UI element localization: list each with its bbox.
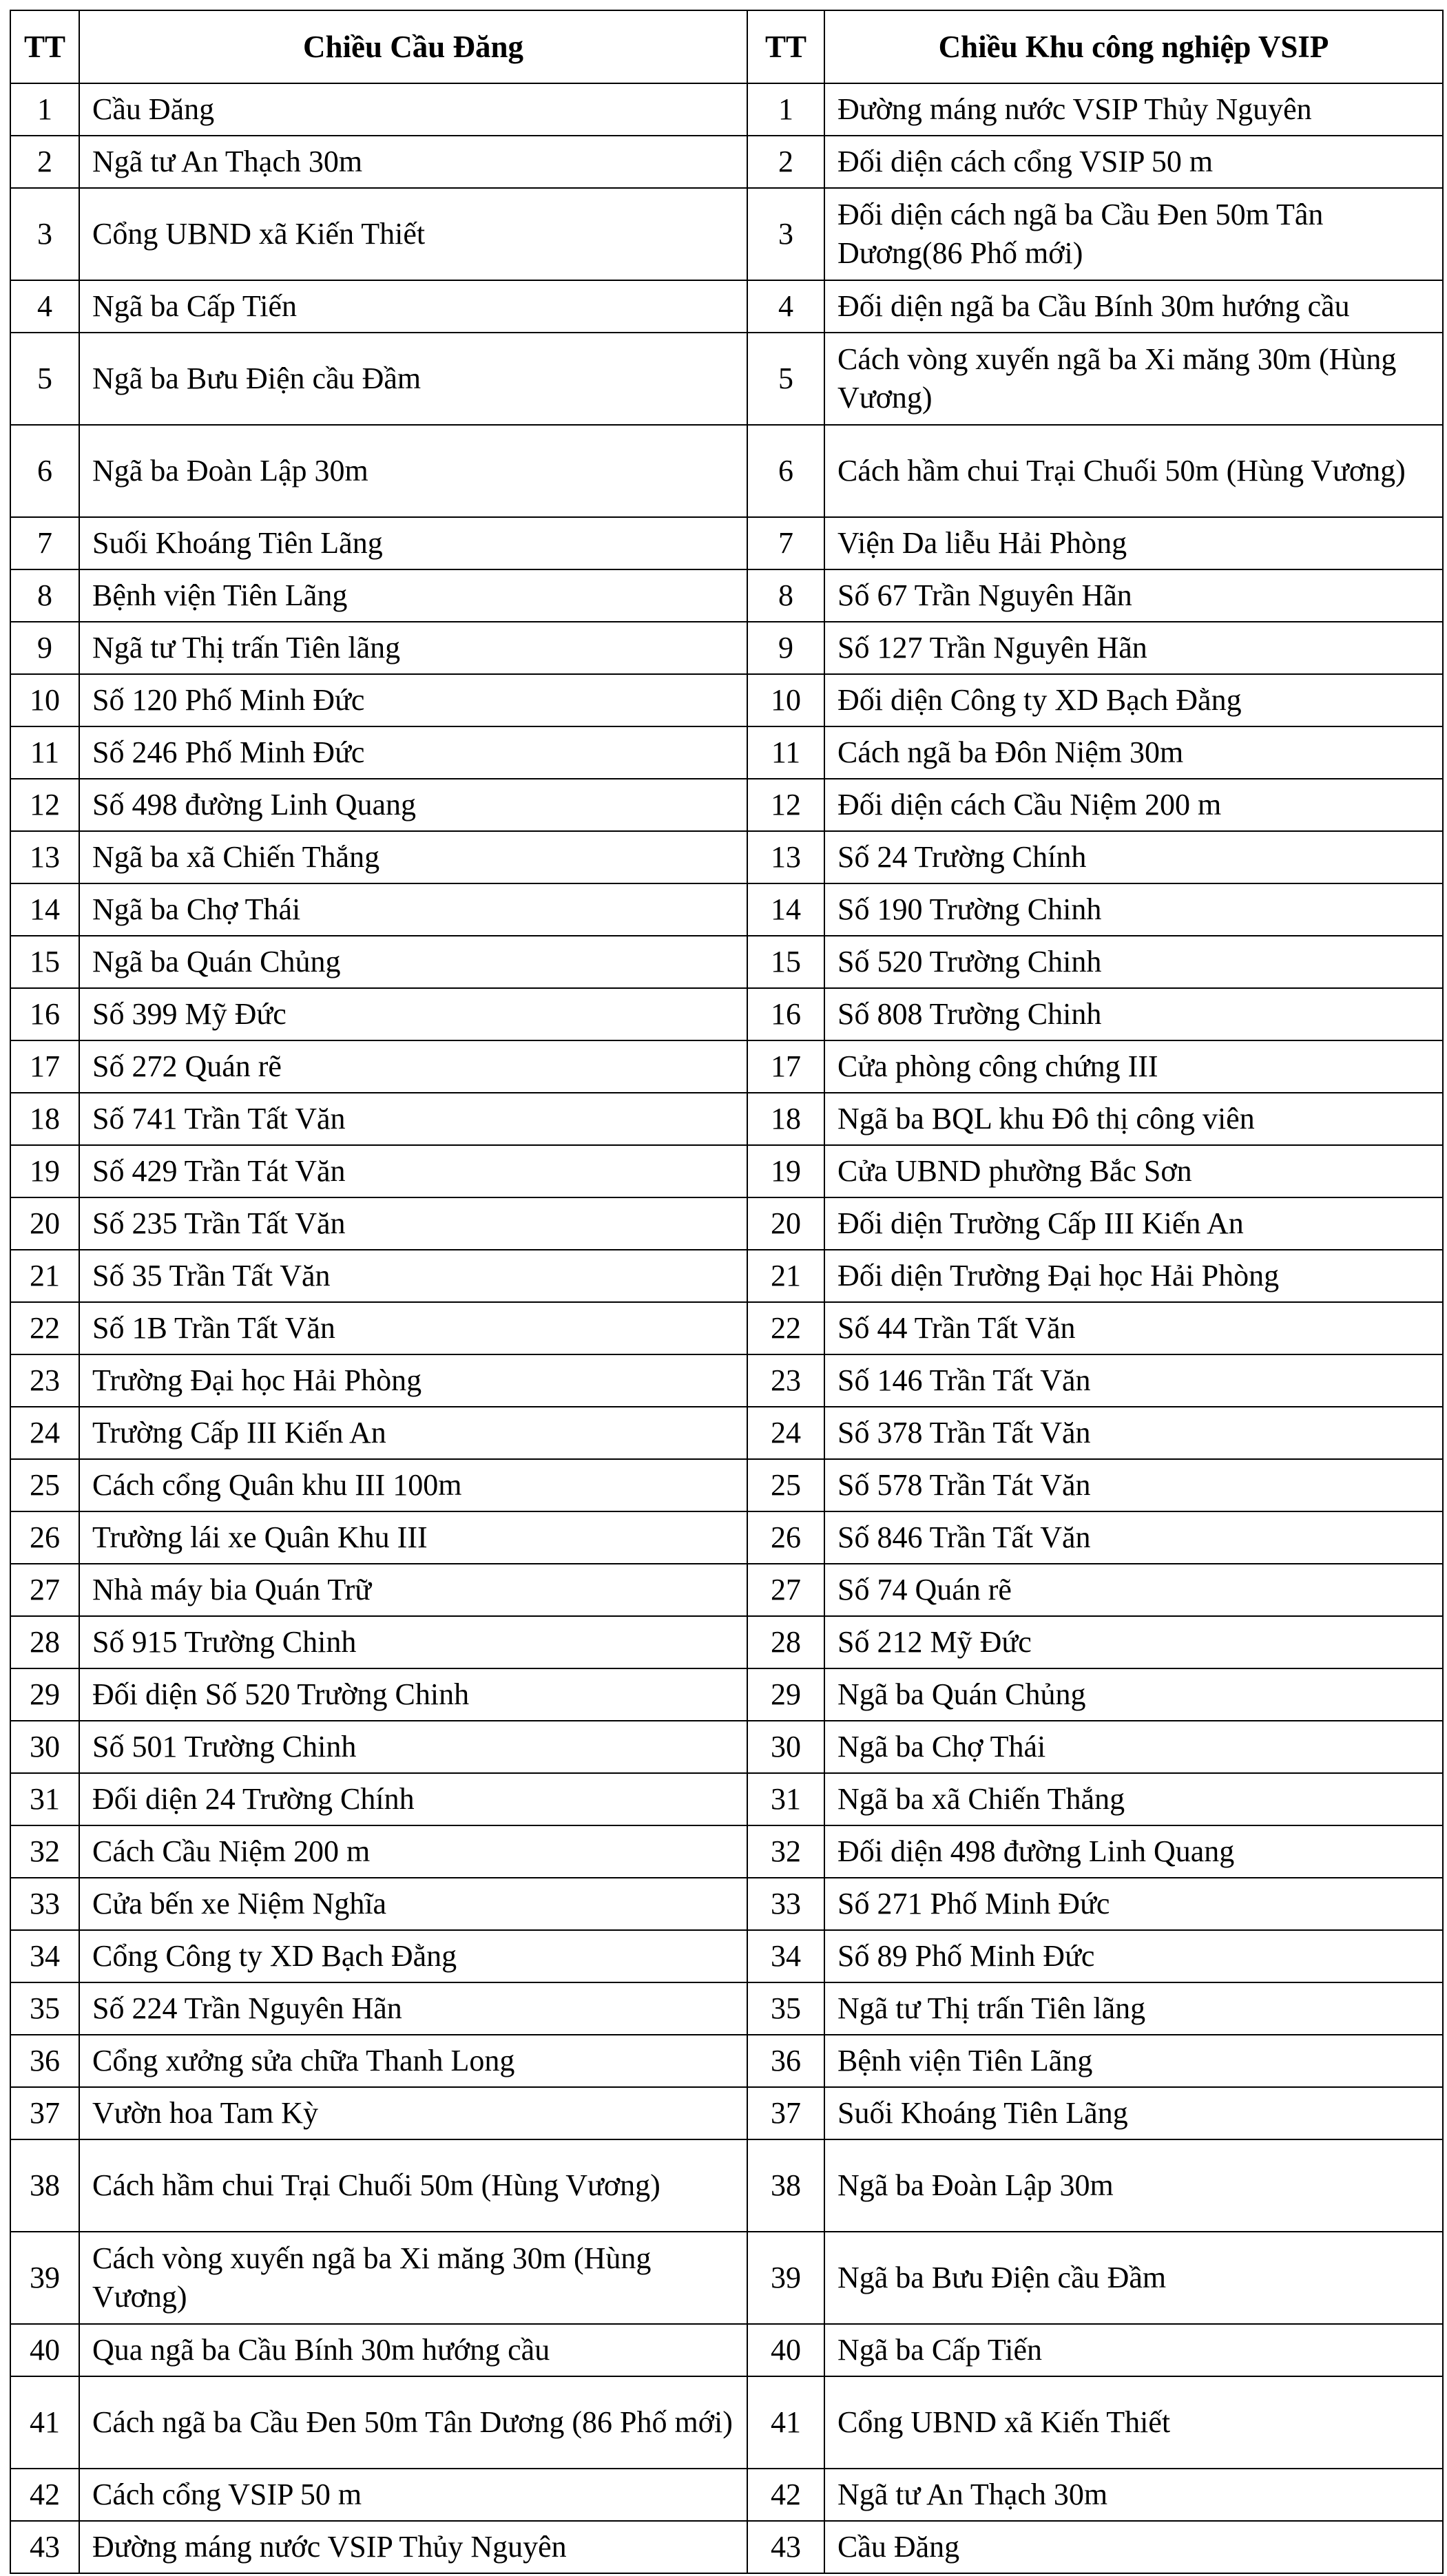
- stop-name-vsip: Đối diện Trường Cấp III Kiến An: [824, 1197, 1443, 1250]
- table-row: [10, 1721, 1443, 1773]
- stop-name-cau-dang: Trường Cấp III Kiến An: [79, 1407, 747, 1459]
- table-row: [10, 726, 1443, 779]
- stop-name-vsip: Số 44 Trần Tất Văn: [824, 1302, 1443, 1354]
- stop-name-vsip: Cổng UBND xã Kiến Thiết: [824, 2376, 1443, 2469]
- row-number-left: 7: [10, 517, 79, 569]
- row-number-right: 7: [747, 517, 824, 569]
- stop-name-vsip: Đối diện Công ty XD Bạch Đằng: [824, 674, 1443, 726]
- stop-name-vsip: Ngã ba Bưu Điện cầu Đầm: [824, 2232, 1443, 2324]
- row-number-right: 16: [747, 988, 824, 1040]
- row-number-right: 37: [747, 2087, 824, 2139]
- row-number-right: 8: [747, 569, 824, 622]
- table-row: [10, 988, 1443, 1040]
- row-number-left: 4: [10, 280, 79, 333]
- row-number-left: 13: [10, 831, 79, 883]
- header-direction-vsip: Chiều Khu công nghiệp VSIP: [824, 10, 1443, 83]
- table-row: [10, 188, 1443, 280]
- stop-name-vsip: Cửa phòng công chứng III: [824, 1040, 1443, 1093]
- row-number-right: 12: [747, 779, 824, 831]
- table-row: [10, 425, 1443, 517]
- row-number-left: 35: [10, 1982, 79, 2035]
- row-number-left: 19: [10, 1145, 79, 1197]
- table-row: [10, 1564, 1443, 1616]
- stop-name-cau-dang: Cách cổng VSIP 50 m: [79, 2469, 747, 2521]
- row-number-right: 33: [747, 1878, 824, 1930]
- stop-name-vsip: Số 190 Trường Chinh: [824, 883, 1443, 936]
- table-row: [10, 2232, 1443, 2324]
- row-number-left: 33: [10, 1878, 79, 1930]
- row-number-left: 24: [10, 1407, 79, 1459]
- stop-name-cau-dang: Số 272 Quán rẽ: [79, 1040, 747, 1093]
- stop-name-cau-dang: Đường máng nước VSIP Thủy Nguyên: [79, 2521, 747, 2573]
- row-number-right: 35: [747, 1982, 824, 2035]
- row-number-right: 11: [747, 726, 824, 779]
- stop-name-vsip: Đối diện ngã ba Cầu Bính 30m hướng cầu: [824, 280, 1443, 333]
- table-row: [10, 569, 1443, 622]
- table-row: [10, 936, 1443, 988]
- table-row: [10, 1459, 1443, 1511]
- stop-name-cau-dang: Số 246 Phố Minh Đức: [79, 726, 747, 779]
- table-row: [10, 1093, 1443, 1145]
- stop-name-cau-dang: Nhà máy bia Quán Trữ: [79, 1564, 747, 1616]
- stop-name-cau-dang: Đối diện 24 Trường Chính: [79, 1773, 747, 1825]
- stop-name-cau-dang: Vườn hoa Tam Kỳ: [79, 2087, 747, 2139]
- stop-name-vsip: Số 74 Quán rẽ: [824, 1564, 1443, 1616]
- row-number-right: 1: [747, 83, 824, 136]
- row-number-right: 20: [747, 1197, 824, 1250]
- row-number-right: 42: [747, 2469, 824, 2521]
- table-row: [10, 2324, 1443, 2376]
- row-number-right: 22: [747, 1302, 824, 1354]
- stop-name-cau-dang: Số 224 Trần Nguyên Hãn: [79, 1982, 747, 2035]
- stop-name-cau-dang: Số 235 Trần Tất Văn: [79, 1197, 747, 1250]
- stop-name-vsip: Số 127 Trần Nguyên Hãn: [824, 622, 1443, 674]
- row-number-left: 5: [10, 333, 79, 425]
- row-number-left: 22: [10, 1302, 79, 1354]
- table-row: [10, 1930, 1443, 1982]
- stop-name-cau-dang: Trường Đại học Hải Phòng: [79, 1354, 747, 1407]
- stop-name-cau-dang: Cửa bến xe Niệm Nghĩa: [79, 1878, 747, 1930]
- row-number-right: 4: [747, 280, 824, 333]
- row-number-right: 39: [747, 2232, 824, 2324]
- table-row: [10, 333, 1443, 425]
- stop-name-cau-dang: Cổng Công ty XD Bạch Đằng: [79, 1930, 747, 1982]
- row-number-right: 2: [747, 136, 824, 188]
- row-number-right: 25: [747, 1459, 824, 1511]
- stop-name-vsip: Số 271 Phố Minh Đức: [824, 1878, 1443, 1930]
- row-number-right: 18: [747, 1093, 824, 1145]
- table-row: [10, 1197, 1443, 1250]
- stop-name-vsip: Số 578 Trần Tát Văn: [824, 1459, 1443, 1511]
- stop-name-vsip: Cách vòng xuyến ngã ba Xi măng 30m (Hùng Vương): [824, 333, 1443, 425]
- header-tt-left: TT: [10, 10, 79, 83]
- row-number-left: 32: [10, 1825, 79, 1878]
- table-row: [10, 1511, 1443, 1564]
- table-row: [10, 1302, 1443, 1354]
- stop-name-cau-dang: Ngã ba Chợ Thái: [79, 883, 747, 936]
- row-number-right: 28: [747, 1616, 824, 1668]
- row-number-right: 13: [747, 831, 824, 883]
- stop-name-cau-dang: Ngã ba Bưu Điện cầu Đầm: [79, 333, 747, 425]
- stop-name-cau-dang: Cầu Đăng: [79, 83, 747, 136]
- stop-name-vsip: Đối diện Trường Đại học Hải Phòng: [824, 1250, 1443, 1302]
- row-number-right: 31: [747, 1773, 824, 1825]
- table-row: [10, 2139, 1443, 2232]
- stop-name-cau-dang: Số 915 Trường Chinh: [79, 1616, 747, 1668]
- row-number-left: 6: [10, 425, 79, 517]
- stop-name-vsip: Viện Da liễu Hải Phòng: [824, 517, 1443, 569]
- row-number-right: 27: [747, 1564, 824, 1616]
- stop-name-vsip: Ngã ba Đoàn Lập 30m: [824, 2139, 1443, 2232]
- stop-name-vsip: Ngã ba Cấp Tiến: [824, 2324, 1443, 2376]
- row-number-left: 36: [10, 2035, 79, 2087]
- stop-name-cau-dang: Ngã ba Cấp Tiến: [79, 280, 747, 333]
- stop-name-vsip: Số 89 Phố Minh Đức: [824, 1930, 1443, 1982]
- stop-name-cau-dang: Số 498 đường Linh Quang: [79, 779, 747, 831]
- stop-name-vsip: Số 846 Trần Tất Văn: [824, 1511, 1443, 1564]
- table-row: [10, 2087, 1443, 2139]
- row-number-left: 29: [10, 1668, 79, 1721]
- bus-stop-table: [10, 10, 1444, 2574]
- row-number-left: 26: [10, 1511, 79, 1564]
- stop-name-vsip: Cách hầm chui Trại Chuối 50m (Hùng Vương): [824, 425, 1443, 517]
- table-row: [10, 136, 1443, 188]
- table-row: [10, 1668, 1443, 1721]
- row-number-left: 27: [10, 1564, 79, 1616]
- row-number-left: 18: [10, 1093, 79, 1145]
- stop-name-cau-dang: Đối diện Số 520 Trường Chinh: [79, 1668, 747, 1721]
- table-row: [10, 883, 1443, 936]
- row-number-left: 2: [10, 136, 79, 188]
- table-row: [10, 779, 1443, 831]
- stop-name-vsip: Đối diện 498 đường Linh Quang: [824, 1825, 1443, 1878]
- row-number-left: 11: [10, 726, 79, 779]
- row-number-left: 39: [10, 2232, 79, 2324]
- row-number-right: 9: [747, 622, 824, 674]
- row-number-left: 8: [10, 569, 79, 622]
- row-number-right: 15: [747, 936, 824, 988]
- row-number-right: 40: [747, 2324, 824, 2376]
- table-header-row: [10, 10, 1443, 83]
- stop-name-vsip: Cửa UBND phường Bắc Sơn: [824, 1145, 1443, 1197]
- row-number-right: 23: [747, 1354, 824, 1407]
- stop-name-vsip: Ngã ba BQL khu Đô thị công viên: [824, 1093, 1443, 1145]
- row-number-right: 17: [747, 1040, 824, 1093]
- row-number-right: 30: [747, 1721, 824, 1773]
- row-number-right: 3: [747, 188, 824, 280]
- stop-name-vsip: Đường máng nước VSIP Thủy Nguyên: [824, 83, 1443, 136]
- stop-name-vsip: Số 146 Trần Tất Văn: [824, 1354, 1443, 1407]
- row-number-left: 17: [10, 1040, 79, 1093]
- stop-name-vsip: Suối Khoáng Tiên Lãng: [824, 2087, 1443, 2139]
- table-row: [10, 1982, 1443, 2035]
- row-number-right: 6: [747, 425, 824, 517]
- table-row: [10, 280, 1443, 333]
- row-number-left: 42: [10, 2469, 79, 2521]
- row-number-left: 9: [10, 622, 79, 674]
- row-number-right: 32: [747, 1825, 824, 1878]
- row-number-right: 41: [747, 2376, 824, 2469]
- stop-name-cau-dang: Qua ngã ba Cầu Bính 30m hướng cầu: [79, 2324, 747, 2376]
- stop-name-vsip: Ngã tư An Thạch 30m: [824, 2469, 1443, 2521]
- table-row: [10, 2035, 1443, 2087]
- header-tt-right: TT: [747, 10, 824, 83]
- stop-name-cau-dang: Số 120 Phố Minh Đức: [79, 674, 747, 726]
- stop-name-vsip: Đối diện cách cổng VSIP 50 m: [824, 136, 1443, 188]
- stop-name-cau-dang: Cổng xưởng sửa chữa Thanh Long: [79, 2035, 747, 2087]
- stop-name-vsip: Số 378 Trần Tất Văn: [824, 1407, 1443, 1459]
- row-number-left: 31: [10, 1773, 79, 1825]
- stop-name-cau-dang: Cách cổng Quân khu III 100m: [79, 1459, 747, 1511]
- row-number-left: 12: [10, 779, 79, 831]
- row-number-left: 43: [10, 2521, 79, 2573]
- row-number-right: 29: [747, 1668, 824, 1721]
- stop-name-cau-dang: Ngã tư An Thạch 30m: [79, 136, 747, 188]
- stop-name-vsip: Ngã tư Thị trấn Tiên lãng: [824, 1982, 1443, 2035]
- row-number-left: 34: [10, 1930, 79, 1982]
- table-row: [10, 2521, 1443, 2573]
- stop-name-vsip: Cầu Đăng: [824, 2521, 1443, 2573]
- table-row: [10, 622, 1443, 674]
- row-number-left: 30: [10, 1721, 79, 1773]
- row-number-right: 21: [747, 1250, 824, 1302]
- row-number-right: 43: [747, 2521, 824, 2573]
- row-number-left: 10: [10, 674, 79, 726]
- table-body: [10, 83, 1443, 2573]
- row-number-left: 14: [10, 883, 79, 936]
- row-number-left: 15: [10, 936, 79, 988]
- table-row: [10, 83, 1443, 136]
- table-row: [10, 1040, 1443, 1093]
- row-number-left: 1: [10, 83, 79, 136]
- stop-name-vsip: Ngã ba Quán Chủng: [824, 1668, 1443, 1721]
- stop-name-cau-dang: Số 741 Trần Tất Văn: [79, 1093, 747, 1145]
- table-row: [10, 1825, 1443, 1878]
- stop-name-cau-dang: Cách ngã ba Cầu Đen 50m Tân Dương (86 Phố mới): [79, 2376, 747, 2469]
- row-number-left: 16: [10, 988, 79, 1040]
- table-row: [10, 831, 1443, 883]
- row-number-right: 26: [747, 1511, 824, 1564]
- stop-name-cau-dang: Cách vòng xuyến ngã ba Xi măng 30m (Hùng Vương): [79, 2232, 747, 2324]
- table-row: [10, 1773, 1443, 1825]
- stop-name-cau-dang: Trường lái xe Quân Khu III: [79, 1511, 747, 1564]
- stop-name-vsip: Số 520 Trường Chinh: [824, 936, 1443, 988]
- row-number-right: 5: [747, 333, 824, 425]
- stop-name-cau-dang: Ngã ba Đoàn Lập 30m: [79, 425, 747, 517]
- stop-name-cau-dang: Số 1B Trần Tất Văn: [79, 1302, 747, 1354]
- table-row: [10, 517, 1443, 569]
- row-number-right: 24: [747, 1407, 824, 1459]
- row-number-left: 40: [10, 2324, 79, 2376]
- row-number-left: 20: [10, 1197, 79, 1250]
- stop-name-cau-dang: Ngã ba Quán Chủng: [79, 936, 747, 988]
- stop-name-vsip: Số 67 Trần Nguyên Hãn: [824, 569, 1443, 622]
- table-row: [10, 1354, 1443, 1407]
- stop-name-vsip: Ngã ba Chợ Thái: [824, 1721, 1443, 1773]
- row-number-left: 37: [10, 2087, 79, 2139]
- table-row: [10, 1145, 1443, 1197]
- table-row: [10, 1878, 1443, 1930]
- row-number-right: 10: [747, 674, 824, 726]
- row-number-left: 28: [10, 1616, 79, 1668]
- row-number-left: 38: [10, 2139, 79, 2232]
- table-row: [10, 2376, 1443, 2469]
- row-number-right: 19: [747, 1145, 824, 1197]
- stop-name-cau-dang: Suối Khoáng Tiên Lãng: [79, 517, 747, 569]
- table-row: [10, 1616, 1443, 1668]
- route-stops-document: [10, 10, 1442, 2573]
- stop-name-vsip: Ngã ba xã Chiến Thắng: [824, 1773, 1443, 1825]
- stop-name-cau-dang: Cách hầm chui Trại Chuối 50m (Hùng Vương): [79, 2139, 747, 2232]
- stop-name-vsip: Số 24 Trường Chính: [824, 831, 1443, 883]
- row-number-left: 3: [10, 188, 79, 280]
- table-row: [10, 1407, 1443, 1459]
- table-row: [10, 2469, 1443, 2521]
- stop-name-vsip: Đối diện cách ngã ba Cầu Đen 50m Tân Dương(86 Phố mới): [824, 188, 1443, 280]
- stop-name-cau-dang: Số 501 Trường Chinh: [79, 1721, 747, 1773]
- stop-name-vsip: Bệnh viện Tiên Lãng: [824, 2035, 1443, 2087]
- header-direction-cau-dang: Chiều Cầu Đăng: [79, 10, 747, 83]
- table-row: [10, 1250, 1443, 1302]
- stop-name-cau-dang: Ngã ba xã Chiến Thắng: [79, 831, 747, 883]
- stop-name-vsip: Cách ngã ba Đôn Niệm 30m: [824, 726, 1443, 779]
- row-number-left: 25: [10, 1459, 79, 1511]
- stop-name-vsip: Số 808 Trường Chinh: [824, 988, 1443, 1040]
- stop-name-cau-dang: Ngã tư Thị trấn Tiên lãng: [79, 622, 747, 674]
- row-number-right: 34: [747, 1930, 824, 1982]
- stop-name-cau-dang: Số 429 Trần Tát Văn: [79, 1145, 747, 1197]
- row-number-right: 14: [747, 883, 824, 936]
- table-row: [10, 674, 1443, 726]
- stop-name-cau-dang: Số 399 Mỹ Đức: [79, 988, 747, 1040]
- row-number-right: 38: [747, 2139, 824, 2232]
- row-number-right: 36: [747, 2035, 824, 2087]
- stop-name-vsip: Số 212 Mỹ Đức: [824, 1616, 1443, 1668]
- stop-name-cau-dang: Cách Cầu Niệm 200 m: [79, 1825, 747, 1878]
- row-number-left: 41: [10, 2376, 79, 2469]
- row-number-left: 21: [10, 1250, 79, 1302]
- row-number-left: 23: [10, 1354, 79, 1407]
- stop-name-cau-dang: Số 35 Trần Tất Văn: [79, 1250, 747, 1302]
- stop-name-vsip: Đối diện cách Cầu Niệm 200 m: [824, 779, 1443, 831]
- stop-name-cau-dang: Cổng UBND xã Kiến Thiết: [79, 188, 747, 280]
- stop-name-cau-dang: Bệnh viện Tiên Lãng: [79, 569, 747, 622]
